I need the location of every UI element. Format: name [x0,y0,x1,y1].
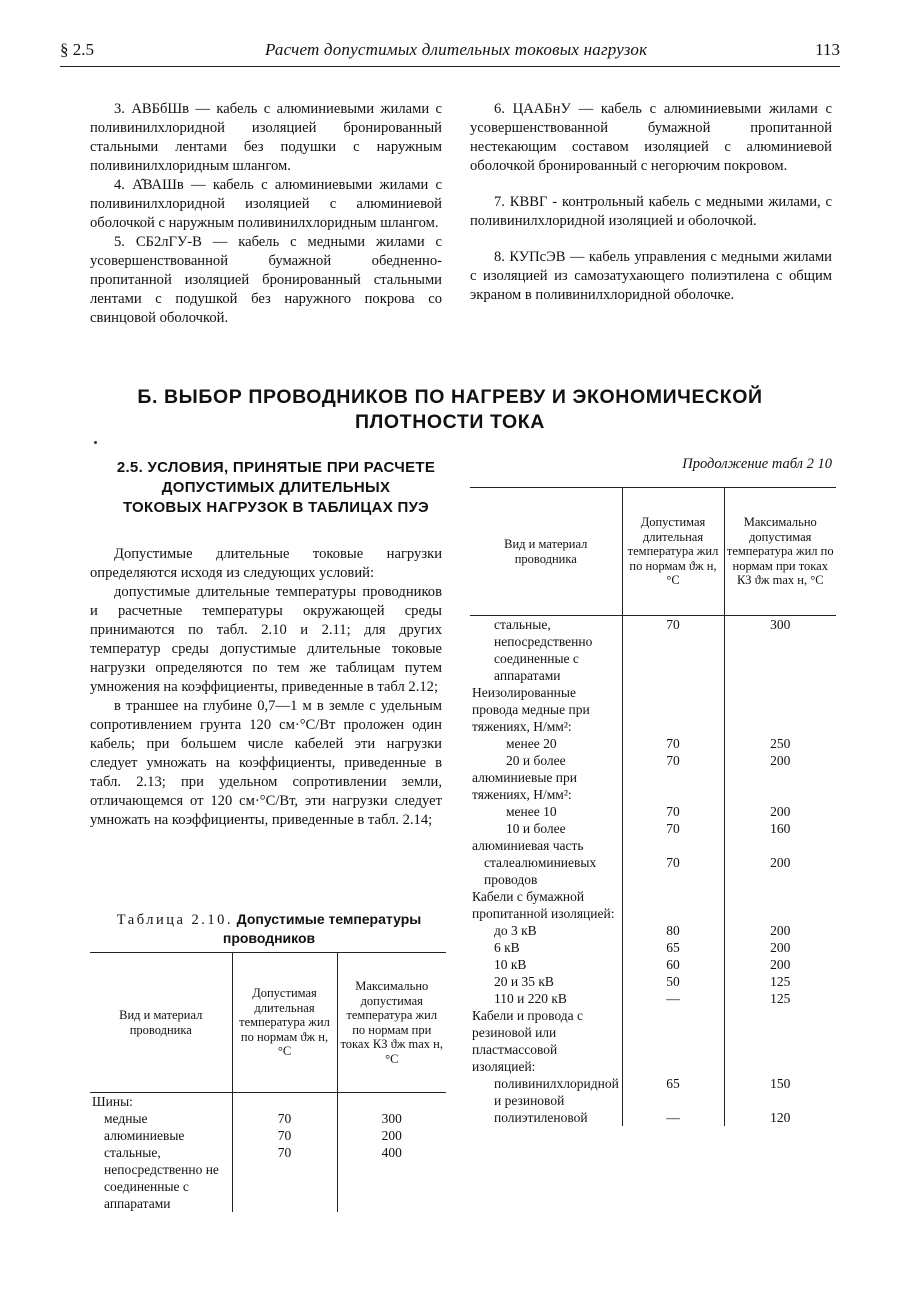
row-max-temp: 200 [724,854,836,888]
row-max-temp: 125 [724,973,836,990]
temperature-table-part-2 [470,487,836,1126]
row-max-temp: 300 [724,616,836,685]
row-continuous-temp: 60 [622,956,724,973]
table-row [470,1075,836,1109]
row-continuous-temp [622,888,724,922]
table-row [90,1144,446,1212]
subsection-heading-line-1: 2.5. УСЛОВИЯ, ПРИНЯТЫЕ ПРИ РАСЧЕТЕ [116,459,436,476]
table-row [470,820,836,837]
row-continuous-temp [622,769,724,803]
section-number: § 2.5 [60,40,94,59]
paragraph: в траншее на глубине 0,7—1 м в земле с удельным сопротивлением грунта 120 см·°С/Вт проложен один кабель; при большем числе кабелей эти нагрузки следует умножать на коэффициенты, приведенные в табл. 2.13; при удельном сопротивлении земли, отличающемся от 120 см·°С/Вт, эти нагрузки следует умножать на коэффициенты, приведенные в табл. 2.14; [90,698,442,828]
cable-item-7: 7. КВВГ - контрольный кабель с медными жилами, с поливинилхлоридной изоляцией и оболочкой. [470,194,832,229]
row-material: 20 и 35 кВ [494,974,554,989]
row-continuous-temp: 70 [622,616,724,685]
col-header-continuous-temp: Допустимая длительная температура жил по нормам ϑж н, °С [232,953,337,1093]
row-material: алюминиевые при тяжениях, Н/мм²: [472,770,577,802]
row-continuous-temp: 70 [622,803,724,820]
table-row [470,854,836,888]
table-row [470,616,836,685]
row-continuous-temp: 80 [622,922,724,939]
row-continuous-temp: — [622,990,724,1007]
col-header-max-temp: Максимально допустимая температура жил по нормам при токах КЗ ϑж max н, °С [337,953,446,1093]
page-number: 113 [815,40,840,59]
row-material: медные [104,1111,148,1126]
cable-item-3: 3. АВБбШв — кабель с алюминиевыми жилами с поливинилхлоридной изоляцией бронированный стальными лентами без подушки с наружным поливинилхлоридным шлангом. [90,101,442,174]
row-max-temp: 250 [724,735,836,752]
row-material: сталеалюминиевых проводов [484,855,597,887]
paragraph: Допустимые длительные токовые нагрузки определяются исходя из следующих условий: [90,546,442,581]
row-continuous-temp: 70 [232,1144,337,1212]
row-max-temp: 200 [337,1127,446,1144]
row-material: Шины: [92,1094,133,1109]
row-max-temp [724,1007,836,1075]
row-continuous-temp: 70 [622,735,724,752]
row-material: до 3 кВ [494,923,537,938]
table-row [470,888,836,922]
table-row [470,684,836,735]
row-material: Неизолированные провода медные при тяжениях, Н/мм²: [472,685,590,734]
table-row [470,956,836,973]
row-material: полиэтиленовой [494,1110,588,1125]
cable-item-6: 6. ЦААБнУ — кабель с алюминиевыми жилами с усовершенствованной бумажной пропитанной нестекающим составом изоляцией с алюминиевой оболочкой бронированный с негорючим покровом. [470,101,832,174]
row-material: Кабели с бумажной пропитанной изоляцией: [472,889,615,921]
table-row [470,735,836,752]
speck [94,441,97,444]
top-right-column [470,100,832,305]
table-row [470,1007,836,1075]
row-max-temp: 400 [337,1144,446,1212]
col-header-material: Вид и материал проводника [470,488,622,616]
row-max-temp [724,684,836,735]
row-continuous-temp: 70 [232,1110,337,1127]
row-material: стальные, непосредственно соединенные с аппаратами [494,617,593,683]
row-material: 20 и более [506,753,566,768]
row-continuous-temp: 50 [622,973,724,990]
table-label: Таблица 2.10. [116,912,234,928]
row-continuous-temp [622,1007,724,1075]
row-material: стальные, непосредственно не соединенные с аппаратами [104,1145,219,1211]
row-continuous-temp: 70 [622,820,724,837]
table-row [470,752,836,769]
section-heading-line-1: Б. ВЫБОР ПРОВОДНИКОВ ПО НАГРЕВУ И ЭКОНОМИЧЕСКОЙ [137,386,763,408]
row-max-temp [724,769,836,803]
section-heading [60,385,840,435]
row-material: менее 10 [506,804,557,819]
cable-item-8: 8. КУПсЭВ — кабель управления с медными жилами с изоляцией из самозатухающего полиэтилена с общим экраном в поливинилхлоридной оболочке. [470,249,832,303]
temperature-table-part-1 [90,952,446,1212]
row-material: поливинилхлоридной и резиновой [494,1076,619,1108]
col-header-continuous-temp: Допустимая длительная температура жил по нормам ϑж н, °С [622,488,724,616]
row-max-temp [337,1093,446,1111]
row-max-temp [724,888,836,922]
table-row [470,1109,836,1126]
row-max-temp: 200 [724,752,836,769]
row-material: 10 и более [506,821,566,836]
col-header-material: Вид и материал проводника [90,953,232,1093]
running-title: Расчет допустимых длительных токовых нагрузок [265,40,648,59]
row-max-temp: 200 [724,939,836,956]
subsection-heading [108,458,444,518]
row-max-temp: 200 [724,922,836,939]
table-row [470,803,836,820]
table-caption [90,910,448,948]
row-continuous-temp [232,1093,337,1111]
running-header [60,40,840,67]
row-material: 6 кВ [494,940,520,955]
row-max-temp: 150 [724,1075,836,1109]
row-continuous-temp: 70 [622,752,724,769]
col-header-max-temp: Максимально допустимая температура жил по нормам при токах КЗ ϑж max н, °С [724,488,836,616]
conditions-text [90,545,442,830]
row-max-temp: 125 [724,990,836,1007]
table-row [90,1110,446,1127]
row-max-temp: 120 [724,1109,836,1126]
table-row [470,837,836,854]
subsection-heading-line-2: ДОПУСТИМЫХ ДЛИТЕЛЬНЫХ [161,479,391,496]
row-continuous-temp: — [622,1109,724,1126]
row-continuous-temp [622,837,724,854]
cable-item-5: 5. СБ2лГУ-В — кабель с медными жилами с усовершенствованной бумажной обедненно-пропитанной изоляцией бронированный стальными лентами с подушкой без наружного покрова со свинцовой оболочкой. [90,234,442,326]
continuation-caption: Продолжение табл 2 10 [682,456,832,472]
row-max-temp: 300 [337,1110,446,1127]
table-row [470,939,836,956]
cable-item-4: 4. А̂ВАШв — кабель с алюминиевыми жилами с поливинилхлоридной изоляцией с алюминиевой оболочкой с наружным поливинилхлоридным шлангом. [90,177,442,231]
row-max-temp: 200 [724,803,836,820]
table-row [470,990,836,1007]
section-heading-line-2: ПЛОТНОСТИ ТОКА [355,411,545,433]
table-row [470,922,836,939]
row-continuous-temp: 65 [622,1075,724,1109]
paragraph: допустимые длительные температуры проводников и расчетные температуры окружающей среды принимаются по табл. 2.10 и 2.11; для других температур среды допустимые длительные токовые нагрузки определяются по тем же таблицам путем умножения на коэффициенты, приведенные в табл 2.12; [90,584,442,695]
table-row [470,973,836,990]
row-material: алюминиевая часть [472,838,584,853]
table-row [90,1127,446,1144]
row-continuous-temp: 70 [622,854,724,888]
top-left-column [90,100,442,328]
row-material: Кабели и провода с резиновой или пластмассовой изоляцией: [472,1008,584,1074]
table-title: Допустимые температуры проводников [222,911,422,946]
row-max-temp: 200 [724,956,836,973]
row-continuous-temp: 65 [622,939,724,956]
row-max-temp [724,837,836,854]
row-material: менее 20 [506,736,557,751]
row-material: 10 кВ [494,957,527,972]
row-continuous-temp [622,684,724,735]
row-continuous-temp: 70 [232,1127,337,1144]
row-max-temp: 160 [724,820,836,837]
subsection-heading-line-3: ТОКОВЫХ НАГРУЗОК В ТАБЛИЦАХ ПУЭ [122,499,430,516]
table-row [470,769,836,803]
table-row [90,1093,446,1111]
row-material: алюминиевые [104,1128,185,1143]
row-material: 110 и 220 кВ [494,991,567,1006]
